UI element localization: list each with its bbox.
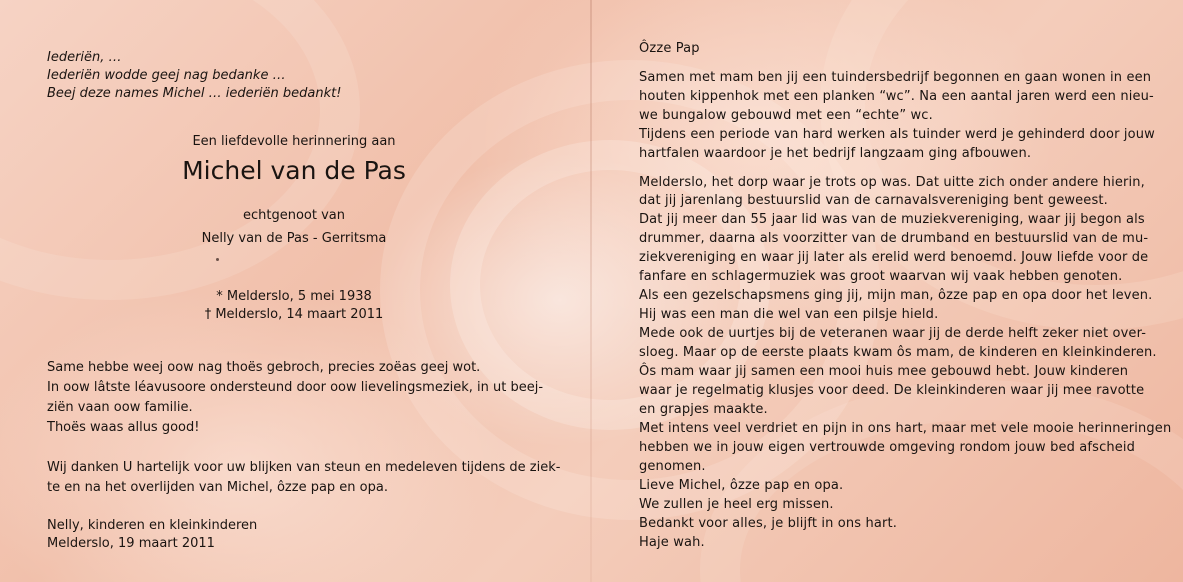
paragraph-line: Ôs mam waar jij samen een mooi huis mee gebouwd hebt. Jouw kinderen (639, 364, 1129, 379)
paragraph-line: hartfalen waardoor je het bedrijf langzaam ging afbouwen. (639, 146, 1032, 161)
paragraph-line: drummer, daarna als voorzitter van de drumband en bestuurslid van de mu- (639, 231, 1149, 246)
intro-line: Een liefdevolle herinnering aan (192, 134, 396, 149)
paragraph-line: ziekvereniging en waar jij later als erelid werd benoemd. Jouw liefde voor de (639, 250, 1149, 265)
paragraph-line: genomen. (639, 459, 706, 474)
thanks-line: Wij danken U hartelijk voor uw blijken van steun en medeleven tijdens de ziek- (47, 460, 561, 475)
verse-line: Beej deze names Michel … iederiën bedankt! (47, 86, 342, 101)
paragraph-line: sloeg. Maar op de eerste plaats kwam ôs mam, de kinderen en kleinkinderen. (639, 345, 1157, 360)
signature-line: Nelly, kinderen en kleinkinderen (47, 518, 258, 533)
paragraph-line: Haje wah. (639, 535, 705, 550)
thanks-line: te en na het overlijden van Michel, ôzze pap en opa. (47, 480, 388, 495)
paragraph-line: Samen met mam ben jij een tuindersbedrijf begonnen en gaan wonen in een (639, 70, 1152, 85)
card-fold (590, 0, 592, 582)
paragraph-line: waar je regelmatig klusjes voor deed. De kleinkinderen waar jij mee ravotte (639, 383, 1145, 398)
paragraph-line: houten kippenhok met een planken “wc”. Na een aantal jaren werd een nieu- (639, 89, 1154, 104)
verse-line: Iederiën, … (47, 50, 122, 65)
paragraph-line: en grapjes maakte. (639, 402, 768, 417)
paragraph-line: Mede ook de uurtjes bij de veteranen waar jij de derde helft zeker niet over- (639, 326, 1147, 341)
dialect-line: Thoës waas allus good! (47, 420, 200, 435)
ornament-dot (216, 258, 219, 261)
paragraph-line: We zullen je heel erg missen. (639, 497, 834, 512)
paragraph-line: Hij was een man die wel van een pilsje hield. (639, 307, 939, 322)
paragraph-line: Met intens veel verdriet en pijn in ons hart, maar met vele mooie herinneringen (639, 421, 1172, 436)
spouse-name: Nelly van de Pas - Gerritsma (201, 231, 387, 246)
spouse-label: echtgenoot van (242, 208, 345, 223)
dialect-line: Same hebbe weej oow nag thoës gebroch, precies zoëas geej wot. (47, 360, 481, 375)
paragraph-line: Lieve Michel, ôzze pap en opa. (639, 478, 844, 493)
dialect-line: In oow lâtste léavusoore ondersteund door oow lievelingsmeziek, in ut beej- (47, 380, 544, 395)
paragraph-line: we bungalow gebouwd met een “echte” wc. (639, 108, 933, 123)
paragraph-line: dat jij jarenlang bestuurslid van de carnavalsvereniging bent geweest. (639, 193, 1108, 208)
paragraph-line: fanfare en schlagermuziek was groot waarvan wij vaak hebben genoten. (639, 269, 1123, 284)
signature-date: Melderslo, 19 maart 2011 (47, 536, 215, 551)
right-heading: Ôzze Pap (639, 41, 700, 56)
paragraph-line: Dat jij meer dan 55 jaar lid was van de muziekvereniging, waar jij begon als (639, 212, 1145, 227)
paragraph-line: Bedankt voor alles, je blijft in ons hart. (639, 516, 898, 531)
paragraph-line: Tijdens een periode van hard werken als tuinder werd je gehinderd door jouw (639, 127, 1155, 142)
dialect-line: ziën vaan oow familie. (47, 400, 193, 415)
verse-line: Iederiën wodde geej nag bedanke … (47, 68, 286, 83)
deceased-name: Michel van de Pas (182, 156, 406, 185)
paragraph-line: Als een gezelschapsmens ging jij, mijn man, ôzze pap en opa door het leven. (639, 288, 1153, 303)
birth-line: * Melderslo, 5 mei 1938 (216, 289, 372, 304)
death-line: † Melderslo, 14 maart 2011 (204, 307, 384, 322)
paragraph-line: Melderslo, het dorp waar je trots op was. Dat uitte zich onder andere hierin, (639, 175, 1145, 190)
paragraph-line: hebben we in jouw eigen vertrouwde omgeving rondom jouw bed afscheid (639, 440, 1136, 455)
